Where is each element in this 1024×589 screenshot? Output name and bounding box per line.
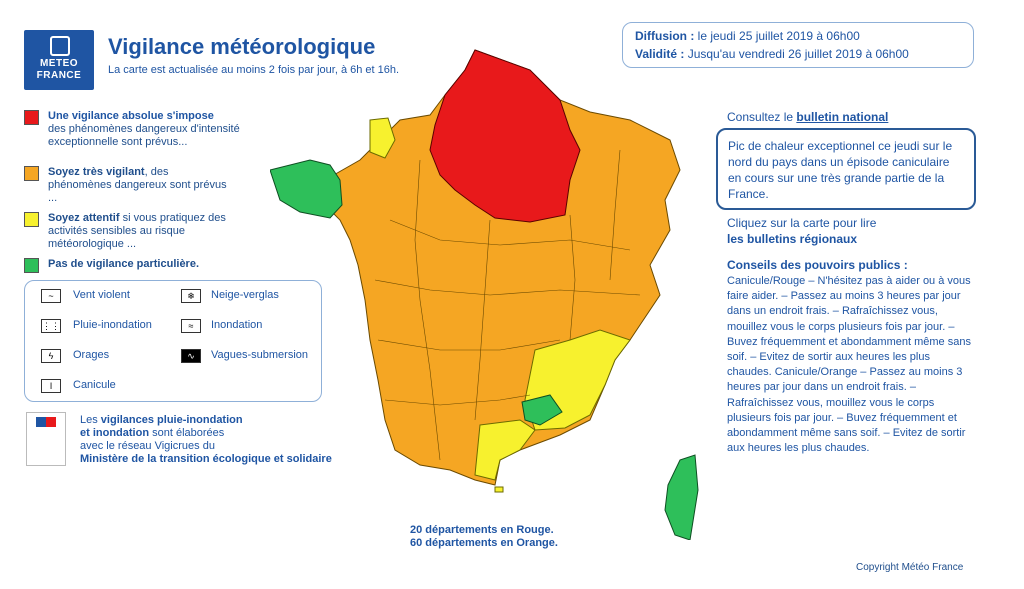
count-rouge: 20 départements en Rouge. xyxy=(410,524,554,536)
storm-icon: ϟ xyxy=(41,349,61,363)
map-corsica[interactable] xyxy=(665,455,698,540)
red-swatch xyxy=(24,110,39,125)
waves-icon: ∿ xyxy=(181,349,201,363)
orange-swatch xyxy=(24,166,39,181)
label-pluie: Pluie-inondation xyxy=(73,319,152,331)
green-swatch xyxy=(24,258,39,273)
national-bulletin-line xyxy=(727,110,888,124)
vig-p1: Les xyxy=(80,414,101,426)
validite-value: Jusqu'au vendredi 26 juillet 2019 à 06h00 xyxy=(687,47,909,61)
vig-b2: et inondation xyxy=(80,427,150,439)
department-counts xyxy=(410,524,558,550)
flag-blue xyxy=(36,417,46,427)
map-small-yellow[interactable] xyxy=(495,487,503,492)
legend-yellow-text: si vous pratiquez des activités sensibles au risque météorologique ... xyxy=(48,212,226,250)
logo-text-line2: FRANCE xyxy=(36,70,82,81)
ministry-logo xyxy=(26,412,66,466)
flag-red xyxy=(46,417,56,427)
label-canicule: Canicule xyxy=(73,379,116,391)
vig-p3: avec le réseau Vigicrues du xyxy=(80,440,215,452)
label-vagues: Vagues-submersion xyxy=(211,349,309,361)
meteo-france-logo[interactable] xyxy=(24,30,94,90)
logo-text-line1: METEO xyxy=(39,58,79,69)
vig-b3: Ministère de la transition écologique et solidaire xyxy=(80,453,332,465)
rain-flood-icon: ⋮⋮ xyxy=(42,321,60,331)
consultez-text: Consultez le xyxy=(727,110,797,124)
legend-red-text: des phénomènes dangereux d'intensité exceptionnelle sont prévus... xyxy=(48,123,240,148)
legend-yellow-bold: Soyez attentif xyxy=(48,212,120,224)
conseils-title: Conseils des pouvoirs publics : xyxy=(727,258,908,272)
vig-b1: vigilances pluie-inondation xyxy=(100,414,243,426)
label-vent: Vent violent xyxy=(73,289,130,301)
legend-orange-bold: Soyez très vigilant xyxy=(48,166,145,178)
cliquez-text: Cliquez sur la carte pour lire xyxy=(727,216,877,230)
label-orages: Orages xyxy=(73,349,110,361)
thermometer-icon: ǀ xyxy=(41,379,61,393)
snow-icon: ❄ xyxy=(181,289,201,303)
count-orange: 60 départements en Orange. xyxy=(410,537,558,549)
label-neige: Neige-verglas xyxy=(211,289,279,301)
copyright: Copyright Météo France xyxy=(856,562,964,573)
map-yellow-south[interactable] xyxy=(475,420,535,480)
validite-label: Validité : xyxy=(635,47,685,61)
info-text: Pic de chaleur exceptionnel ce jeudi sur le nord du pays dans un épisode caniculaire en cours sur une très grande partie de la France. xyxy=(728,139,953,201)
legend-green-bold: Pas de vigilance particulière. xyxy=(48,258,200,270)
page-title: Vigilance météorologique xyxy=(108,34,376,59)
logo-mark-icon xyxy=(50,36,70,56)
info-box xyxy=(716,128,976,210)
label-inondation: Inondation xyxy=(211,319,263,331)
page-subtitle: La carte est actualisée au moins 2 fois par jour, à 6h et 16h. xyxy=(108,64,400,76)
regional-bulletins xyxy=(727,215,876,247)
yellow-swatch xyxy=(24,212,39,227)
conseils-text: Canicule/Rouge – N'hésitez pas à aider ou à vous faire aider. – Passez au moins 3 heures par jour dans un endroit frais. – Rafraîchissez vous, mouillez vous le corps plusieurs fois par jour. – Buvez fréquemment et abondamment même sans soif. – Evitez de sortir aux heures les plus chaudes. Canicule/Orange – Passez au moins 3 heures par jour dans un endroit frais. – Rafraîchissez vous, mouillez vous le corps plusieurs fois par jour. – Buvez fréquemment et abondamment même sans soif. – Evitez de sortir aux heures les plus chaudes. xyxy=(727,275,971,455)
flood-icon: ≈ xyxy=(181,319,201,333)
wind-icon: ~ xyxy=(41,289,61,303)
vig-p2: sont élaborées xyxy=(149,427,225,439)
diffusion-label: Diffusion : xyxy=(635,29,695,43)
legend-red-bold: Une vigilance absolue s'impose xyxy=(48,110,214,122)
legend-orange-text: , des phénomènes dangereux sont prévus ... xyxy=(48,166,227,204)
france-vigilance-map[interactable] xyxy=(270,40,710,540)
map-green-brittany[interactable] xyxy=(270,160,342,218)
national-bulletin-link[interactable]: bulletin national xyxy=(796,110,889,124)
regional-bulletins-link[interactable]: les bulletins régionaux xyxy=(727,232,858,246)
diffusion-value: le jeudi 25 juillet 2019 à 06h00 xyxy=(697,29,860,43)
